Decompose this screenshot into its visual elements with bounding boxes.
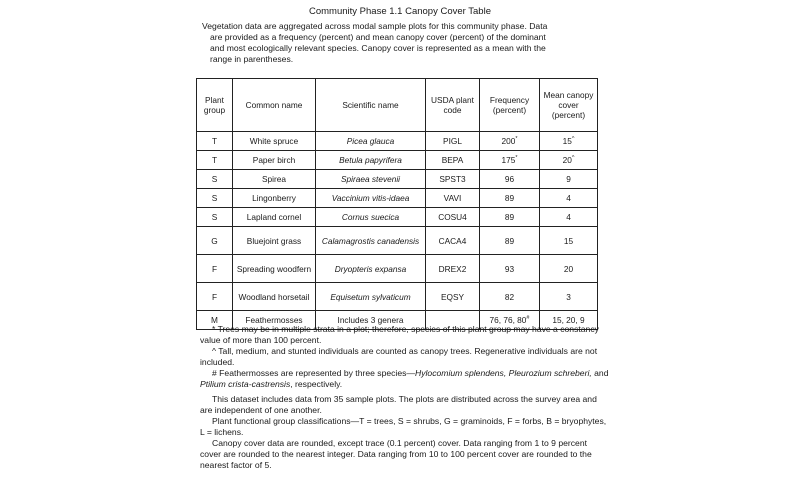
header-usda-code: USDA plant code: [426, 79, 480, 132]
note-dataset: This dataset includes data from 35 sample plots. The plots are distributed across the survey area and are independent of one another.: [200, 394, 597, 415]
cell-frequency: 93: [480, 255, 540, 283]
canopy-cover-table: [196, 78, 598, 330]
cell-group: S: [197, 170, 233, 189]
cell-code: EQSY: [426, 283, 480, 311]
species-names: Hylocomium splendens, Pleurozium schreberi,: [415, 368, 592, 378]
cell-group: G: [197, 227, 233, 255]
cell-scientific: Picea glauca: [316, 132, 426, 151]
header-common-name: Common name: [233, 79, 316, 132]
table-row: [197, 255, 598, 283]
table-row: [197, 189, 598, 208]
cell-scientific: Spiraea stevenii: [316, 170, 426, 189]
cell-common: White spruce: [233, 132, 316, 151]
cell-cover: [540, 151, 598, 170]
cell-cover: 9: [540, 170, 598, 189]
footnote-asterisk: * Trees may be in multiple strata in a plot; therefore, species of this plant group may have a constancy value of more than 100 percent.: [200, 324, 599, 345]
cell-code: BEPA: [426, 151, 480, 170]
footnote-mark: ^: [571, 155, 575, 162]
table-row: [197, 227, 598, 255]
header-mean-cover: Mean canopy cover (percent): [540, 79, 598, 132]
cell-scientific: Equisetum sylvaticum: [316, 283, 426, 311]
frequency-value: 200: [501, 136, 516, 146]
cell-code: CACA4: [426, 227, 480, 255]
table-row: [197, 170, 598, 189]
notes-section: [200, 394, 610, 471]
note-functional-groups: Plant functional group classifications—T = trees, S = shrubs, G = graminoids, F = forbs, B = bryophytes, L = lichens.: [200, 416, 607, 437]
cell-group: F: [197, 255, 233, 283]
cover-value: 15: [562, 136, 572, 146]
cell-frequency: 89: [480, 227, 540, 255]
cell-code: PIGL: [426, 132, 480, 151]
table-row: [197, 132, 598, 151]
footnote-mark: *: [515, 136, 518, 143]
cell-common: Paper birch: [233, 151, 316, 170]
cell-cover: [540, 132, 598, 151]
intro-line: Vegetation data are aggregated across modal sample plots for this community phase. Data: [202, 21, 548, 31]
cell-common: Woodland horsetail: [233, 283, 316, 311]
frequency-value: 175: [501, 155, 516, 165]
cell-frequency: [480, 151, 540, 170]
cell-common: Spreading woodfern: [233, 255, 316, 283]
header-frequency: Frequency (percent): [480, 79, 540, 132]
cell-group: S: [197, 189, 233, 208]
cell-common: Lingonberry: [233, 189, 316, 208]
cell-group: M: [197, 311, 233, 330]
intro-paragraph: [200, 21, 610, 65]
note-rounding: Canopy cover data are rounded, except trace (0.1 percent) cover. Data ranging from 1 to 9 percent cover are rounded to the nearest integer. Data ranging from 10 to 100 percent cover are rounded to the nearest factor of 5.: [200, 438, 592, 470]
footnote-hash: [200, 368, 610, 390]
cell-cover: 4: [540, 189, 598, 208]
cell-scientific: Cornus suecica: [316, 208, 426, 227]
footnote-hash-text: , respectively.: [290, 379, 343, 389]
intro-line: and most ecologically relevant species. Canopy cover is represented as a mean with the: [210, 43, 546, 53]
table-footnotes: [200, 324, 610, 390]
cell-frequency: 89: [480, 189, 540, 208]
header-scientific-name: Scientific name: [316, 79, 426, 132]
cell-cover: 4: [540, 208, 598, 227]
cell-cover: 15, 20, 9: [540, 311, 598, 330]
cover-value: 20: [562, 155, 572, 165]
table-row: [197, 151, 598, 170]
cell-code: COSU4: [426, 208, 480, 227]
footnote-hash-text: and: [591, 368, 609, 378]
cell-frequency: 82: [480, 283, 540, 311]
header-plant-group: Plant group: [197, 79, 233, 132]
cell-scientific: Includes 3 genera: [316, 311, 426, 330]
cell-scientific: Dryopteris expansa: [316, 255, 426, 283]
cell-cover: 3: [540, 283, 598, 311]
cell-group: T: [197, 132, 233, 151]
cell-common: Spirea: [233, 170, 316, 189]
footnote-mark: #: [526, 315, 530, 322]
intro-line: range in parentheses.: [210, 54, 294, 64]
species-name: Ptilium crista-castrensis: [200, 379, 291, 389]
cell-common: Lapland cornel: [233, 208, 316, 227]
cell-group: F: [197, 283, 233, 311]
cell-group: T: [197, 151, 233, 170]
cell-code: VAVI: [426, 189, 480, 208]
cell-group: S: [197, 208, 233, 227]
cell-code: DREX2: [426, 255, 480, 283]
cell-common: Feathermosses: [233, 311, 316, 330]
cell-scientific: Vaccinium vitis-idaea: [316, 189, 426, 208]
footnote-hash-text: # Feathermosses are represented by three species—: [212, 368, 416, 378]
cell-frequency: [480, 132, 540, 151]
cell-frequency: 89: [480, 208, 540, 227]
cell-common: Bluejoint grass: [233, 227, 316, 255]
page-title: Community Phase 1.1 Canopy Cover Table: [308, 6, 491, 17]
table-row: [197, 283, 598, 311]
cell-cover: 15: [540, 227, 598, 255]
cell-code: SPST3: [426, 170, 480, 189]
cell-cover: 20: [540, 255, 598, 283]
intro-line: are provided as a frequency (percent) and mean canopy cover (percent) of the dominant: [210, 32, 546, 42]
footnote-mark: *: [515, 155, 518, 162]
frequency-value: 76, 76, 80: [489, 315, 527, 325]
table-header-row: [197, 79, 598, 132]
cell-scientific: Betula papyrifera: [316, 151, 426, 170]
cell-scientific: Calamagrostis canadensis: [316, 227, 426, 255]
footnote-mark: ^: [571, 136, 575, 143]
footnote-caret: ^ Tall, medium, and stunted individuals are counted as canopy trees. Regenerative individuals are not included.: [200, 346, 598, 367]
cell-frequency: 96: [480, 170, 540, 189]
table-row: [197, 208, 598, 227]
